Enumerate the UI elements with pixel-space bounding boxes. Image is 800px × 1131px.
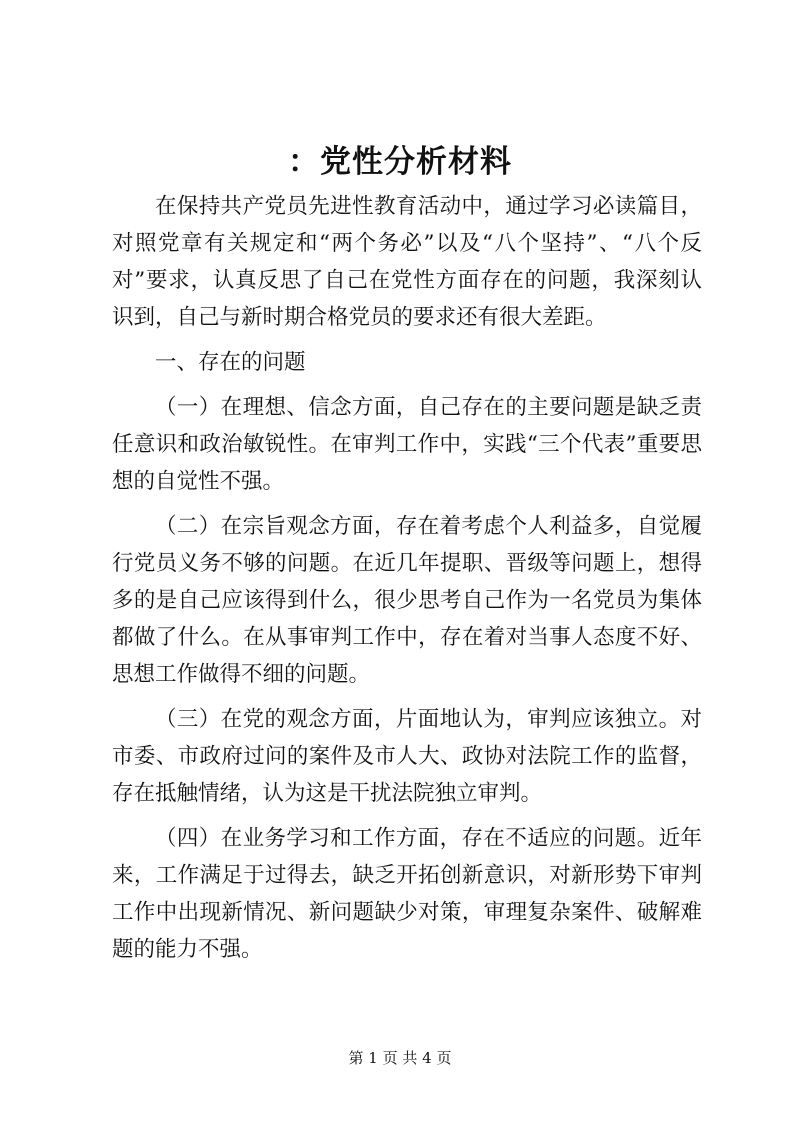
paragraph-intro: 在保持共产党员先进性教育活动中，通过学习必读篇目，对照党章有关规定和“两个务必”以及“八个坚持”、“八个反对”要求，认真反思了自己在党性方面存在的问题，我深刻认识到，自己与新时期合格党员的要求还有很大差距。 [112,194,702,330]
paragraph-item-2: （二）在宗旨观念方面，存在着考虑个人利益多，自觉履行党员义务不够的问题。在近几年提职、晋级等问题上，想得多的是自己应该得到什么，很少思考自己作为一名党员为集体都做了什么。在从事审判工作中，存在着对当事人态度不好、思想工作做得不细的问题。 [112,514,702,687]
paragraph-item-3: （三）在党的观念方面，片面地认为，审判应该独立。对市委、市政府过问的案件及市人大、政协对法院工作的监督，存在抵触情绪，认为这是干扰法院独立审判。 [112,707,702,806]
document-body [112,188,702,976]
page-number-footer: 第 1 页 共 4 页 [348,1049,452,1067]
paragraph-item-1: （一）在理想、信念方面，自己存在的主要问题是缺乏责任意识和政治敏锐性。在审判工作中，实践“三个代表”重要思想的自觉性不强。 [112,395,702,494]
document-title: ：党性分析材料 [288,144,512,180]
paragraph-item-4: （四）在业务学习和工作方面，存在不适应的问题。近年来，工作满足于过得去，缺乏开拓创新意识，对新形势下审判工作中出现新情况、新问题缺少对策，审理复杂案件、破解难题的能力不强。 [112,826,702,962]
section-heading: 一、存在的问题 [155,350,306,375]
